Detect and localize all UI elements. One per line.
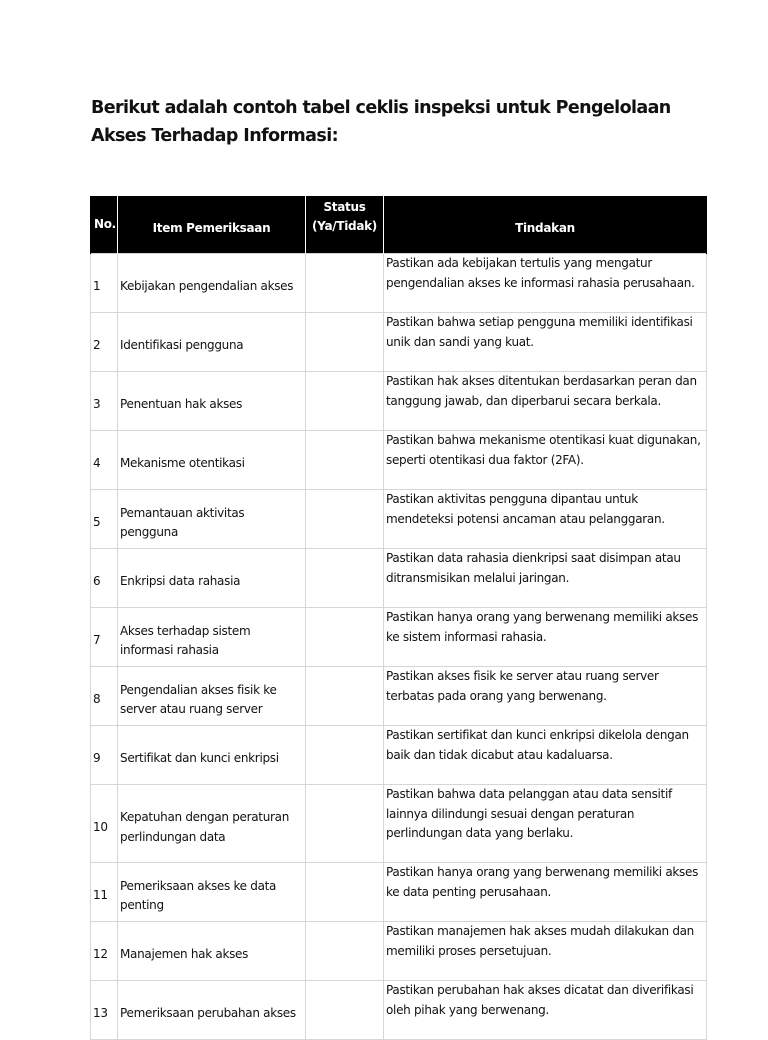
header-item: Item Pemeriksaan — [118, 196, 306, 254]
table-row — [91, 372, 707, 431]
row-action: Pastikan sertifikat dan kunci enkripsi dikelola dengan baik dan tidak dicabut atau kadaluarsa. — [384, 726, 707, 785]
row-status — [306, 608, 384, 667]
table-row — [91, 490, 707, 549]
row-item: Mekanisme otentikasi — [118, 431, 306, 490]
header-no: No. — [91, 196, 118, 254]
row-status — [306, 254, 384, 313]
row-number: 1 — [91, 254, 118, 313]
row-item: Pemantauan aktivitas pengguna — [118, 490, 306, 549]
row-status — [306, 863, 384, 922]
checklist-table — [90, 196, 707, 1040]
row-item: Sertifikat dan kunci enkripsi — [118, 726, 306, 785]
row-item: Kebijakan pengendalian akses — [118, 254, 306, 313]
row-item: Pemeriksaan akses ke data penting — [118, 863, 306, 922]
table-row — [91, 981, 707, 1040]
row-item: Enkripsi data rahasia — [118, 549, 306, 608]
row-status — [306, 549, 384, 608]
row-status — [306, 922, 384, 981]
table-row — [91, 863, 707, 922]
row-number: 7 — [91, 608, 118, 667]
row-item: Penentuan hak akses — [118, 372, 306, 431]
row-number: 8 — [91, 667, 118, 726]
row-item: Manajemen hak akses — [118, 922, 306, 981]
row-item: Pengendalian akses fisik ke server atau ruang server — [118, 667, 306, 726]
table-row — [91, 549, 707, 608]
row-action: Pastikan hanya orang yang berwenang memiliki akses ke sistem informasi rahasia. — [384, 608, 707, 667]
row-number: 4 — [91, 431, 118, 490]
table-body — [91, 254, 707, 1040]
table-row — [91, 313, 707, 372]
row-number: 6 — [91, 549, 118, 608]
row-number: 12 — [91, 922, 118, 981]
table-row — [91, 254, 707, 313]
row-number: 3 — [91, 372, 118, 431]
table-header — [91, 196, 707, 254]
row-action: Pastikan perubahan hak akses dicatat dan diverifikasi oleh pihak yang berwenang. — [384, 981, 707, 1040]
row-action: Pastikan akses fisik ke server atau ruang server terbatas pada orang yang berwenang. — [384, 667, 707, 726]
row-number: 13 — [91, 981, 118, 1040]
table-row — [91, 608, 707, 667]
row-status — [306, 372, 384, 431]
table-row — [91, 785, 707, 863]
row-status — [306, 726, 384, 785]
row-number: 5 — [91, 490, 118, 549]
row-number: 11 — [91, 863, 118, 922]
row-status — [306, 667, 384, 726]
row-number: 9 — [91, 726, 118, 785]
row-status — [306, 431, 384, 490]
row-status — [306, 981, 384, 1040]
row-action: Pastikan bahwa mekanisme otentikasi kuat digunakan, seperti otentikasi dua faktor (2FA). — [384, 431, 707, 490]
table-row — [91, 667, 707, 726]
row-action: Pastikan ada kebijakan tertulis yang mengatur pengendalian akses ke informasi rahasia perusahaan. — [384, 254, 707, 313]
table-row — [91, 922, 707, 981]
header-action: Tindakan — [384, 196, 707, 254]
row-number: 2 — [91, 313, 118, 372]
row-action: Pastikan aktivitas pengguna dipantau untuk mendeteksi potensi ancaman atau pelanggaran. — [384, 490, 707, 549]
row-action: Pastikan bahwa setiap pengguna memiliki identifikasi unik dan sandi yang kuat. — [384, 313, 707, 372]
row-item: Pemeriksaan perubahan akses — [118, 981, 306, 1040]
row-status — [306, 313, 384, 372]
row-number: 10 — [91, 785, 118, 863]
row-status — [306, 490, 384, 549]
row-action: Pastikan bahwa data pelanggan atau data sensitif lainnya dilindungi sesuai dengan peraturan perlindungan data yang berlaku. — [384, 785, 707, 863]
row-action: Pastikan hanya orang yang berwenang memiliki akses ke data penting perusahaan. — [384, 863, 707, 922]
row-item: Kepatuhan dengan peraturan perlindungan data — [118, 785, 306, 863]
row-action: Pastikan manajemen hak akses mudah dilakukan dan memiliki proses persetujuan. — [384, 922, 707, 981]
row-item: Akses terhadap sistem informasi rahasia — [118, 608, 306, 667]
table-row — [91, 726, 707, 785]
row-action: Pastikan hak akses ditentukan berdasarkan peran dan tanggung jawab, dan diperbarui secara berkala. — [384, 372, 707, 431]
page-heading: Berikut adalah contoh tabel ceklis inspeksi untuk Pengelolaan Akses Terhadap Informasi: — [91, 98, 671, 146]
row-action: Pastikan data rahasia dienkripsi saat disimpan atau ditransmisikan melalui jaringan. — [384, 549, 707, 608]
header-row — [91, 196, 707, 254]
row-item: Identifikasi pengguna — [118, 313, 306, 372]
table-row — [91, 431, 707, 490]
row-status — [306, 785, 384, 863]
header-status: Status (Ya/Tidak) — [306, 196, 384, 254]
